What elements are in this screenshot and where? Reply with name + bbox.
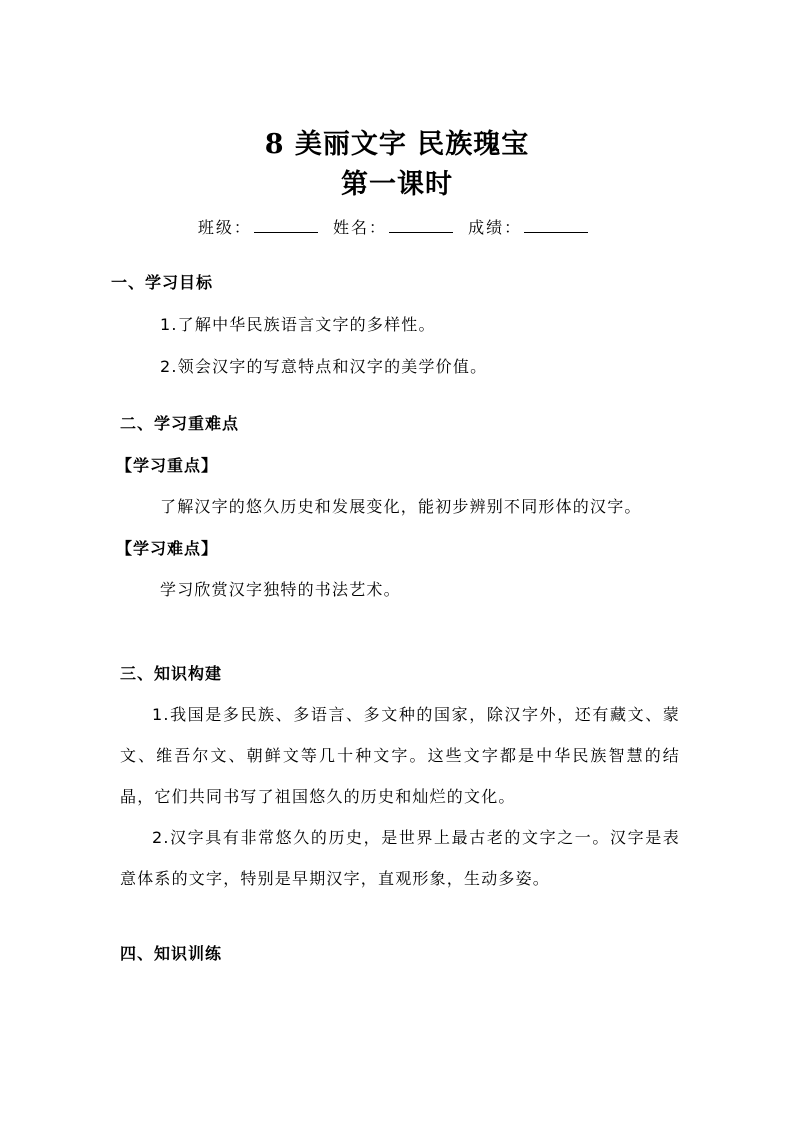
lesson-subtitle: 第一课时 (341, 169, 453, 200)
goal-item-1: 1.了解中华民族语言文字的多样性。 (160, 315, 436, 334)
difficulty-text: 学习欣赏汉字独特的书法艺术。 (160, 580, 401, 599)
knowledge-paragraph-1: 1.我国是多民族、多语言、多文种的国家，除汉字外，还有藏文、蒙文、维吾尔文、朝鲜文等几十种文字。这些文字都是中华民族智慧的结晶，它们共同书写了祖国悠久的历史和灿烂的文化。 (120, 705, 680, 806)
class-blank[interactable] (254, 214, 318, 233)
class-label: 班级： (197, 218, 252, 237)
student-info-line (0, 214, 794, 240)
score-blank[interactable] (524, 214, 588, 233)
section-heading-goals: 一、学习目标 (111, 273, 214, 292)
section-heading-key-points: 二、学习重难点 (120, 414, 240, 433)
section-heading-training: 四、知识训练 (120, 944, 223, 963)
goal-item-2: 2.领会汉字的写意特点和汉字的美学价值。 (160, 357, 488, 376)
focus-label: 【学习重点】 (116, 456, 219, 475)
focus-text: 了解汉字的悠久历史和发展变化，能初步辨别不同形体的汉字。 (160, 497, 642, 516)
difficulty-label: 【学习难点】 (116, 539, 219, 558)
score-label: 成绩： (468, 218, 523, 237)
name-blank[interactable] (389, 214, 453, 233)
name-label: 姓名： (332, 218, 387, 237)
lesson-title: 8 美丽文字 民族瑰宝 (264, 129, 530, 160)
section-heading-knowledge: 三、知识构建 (120, 664, 223, 683)
knowledge-paragraph-2: 2.汉字具有非常悠久的历史，是世界上最古老的文字之一。汉字是表意体系的文字，特别是早期汉字，直观形象，生动多姿。 (120, 828, 680, 888)
